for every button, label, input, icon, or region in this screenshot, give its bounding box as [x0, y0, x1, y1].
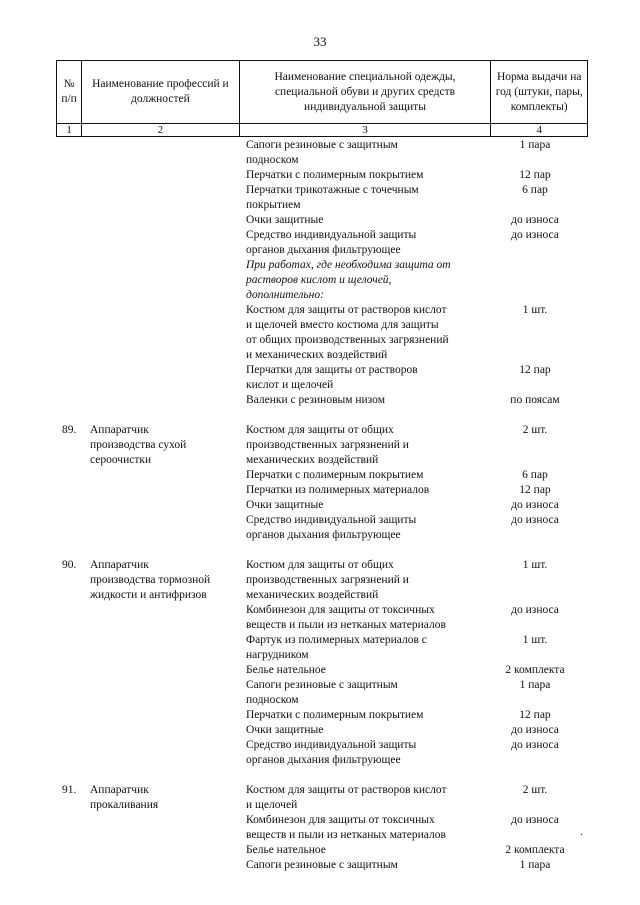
equipment-row	[242, 468, 588, 483]
issue-norm	[482, 333, 588, 348]
equipment-name: кислот и щелочей	[246, 379, 334, 391]
equipment-row	[242, 738, 588, 753]
issue-norm: 12 пар	[519, 484, 551, 496]
row-number: 90.	[62, 559, 77, 571]
col-header-number: № п/п	[57, 61, 82, 124]
col-header-profession: Наименование профессий и должностей	[82, 61, 239, 124]
equipment-name: Перчатки трикотажные с точечным	[246, 184, 419, 196]
equipment-row	[242, 723, 588, 738]
profession-group	[56, 783, 588, 873]
condition-note: дополнительно:	[246, 289, 324, 301]
equipment-name: Костюм для защиты от растворов кислот	[246, 304, 447, 316]
equipment-name: производственных загрязнений и	[246, 574, 409, 586]
profession-name	[86, 558, 242, 768]
row-number: 91.	[62, 784, 77, 796]
equipment-row	[242, 708, 588, 723]
equipment-name: веществ и пыли из нетканых материалов	[246, 619, 446, 631]
issue-norm: 6 пар	[522, 184, 548, 196]
equipment-row	[242, 258, 588, 273]
equipment-name: производственных загрязнений и	[246, 439, 409, 451]
row-number: 89.	[62, 424, 77, 436]
issue-norm	[482, 318, 588, 333]
equipment-name: Перчатки с полимерным покрытием	[246, 469, 424, 481]
profession-line: сероочистки	[90, 454, 152, 466]
equipment-row	[242, 588, 588, 603]
equipment-name: органов дыхания фильтрующее	[246, 529, 401, 541]
equipment-list	[242, 138, 588, 408]
equipment-list	[242, 558, 588, 768]
equipment-row	[242, 138, 588, 153]
profession-group	[56, 558, 588, 768]
equipment-name: Костюм для защиты от общих	[246, 424, 394, 436]
profession-name	[86, 783, 242, 873]
equipment-row	[242, 348, 588, 363]
issue-norm: 1 шт.	[522, 634, 548, 646]
equipment-name: и щелочей вместо костюма для защиты	[246, 319, 439, 331]
equipment-row	[242, 573, 588, 588]
continuation-group	[56, 138, 588, 408]
equipment-row	[242, 183, 588, 198]
equipment-name: Валенки с резиновым низом	[246, 394, 385, 406]
equipment-name: Средство индивидуальной защиты	[246, 229, 417, 241]
profession-line: Аппаратчик	[90, 559, 149, 571]
equipment-name: подноском	[246, 694, 299, 706]
group-spacer	[56, 543, 588, 558]
issue-norm: 1 пара	[519, 859, 551, 871]
profession-line: производства сухой	[90, 439, 187, 451]
issue-norm	[482, 243, 588, 258]
issue-norm	[482, 258, 588, 273]
issue-norm	[482, 288, 588, 303]
condition-note: При работах, где необходима защита от	[246, 259, 451, 271]
equipment-row	[242, 603, 588, 618]
equipment-name: Очки защитные	[246, 214, 324, 226]
equipment-name: Фартук из полимерных материалов с	[246, 634, 427, 646]
equipment-row	[242, 528, 588, 543]
equipment-row	[242, 198, 588, 213]
profession-group	[56, 423, 588, 543]
issue-norm	[482, 648, 588, 663]
col-header-norm: Норма выдачи на год (штуки, пары, комплекты)	[491, 61, 588, 124]
issue-norm: до износа	[511, 814, 559, 826]
issue-norm: 12 пар	[519, 364, 551, 376]
equipment-name: Комбинезон для защиты от токсичных	[246, 814, 435, 826]
equipment-name: Очки защитные	[246, 499, 324, 511]
issue-norm	[482, 798, 588, 813]
scan-dot: ·	[580, 830, 584, 841]
profession-line: Аппаратчик	[90, 784, 149, 796]
equipment-name: Белье нательное	[246, 664, 326, 676]
equipment-row	[242, 693, 588, 708]
equipment-name: Средство индивидуальной защиты	[246, 514, 417, 526]
equipment-name: Перчатки с полимерным покрытием	[246, 709, 424, 721]
issue-norm: 12 пар	[519, 169, 551, 181]
equipment-row	[242, 153, 588, 168]
equipment-name: Средство индивидуальной защиты	[246, 739, 417, 751]
issue-norm: 2 комплекта	[505, 844, 565, 856]
issue-norm	[482, 693, 588, 708]
equipment-row	[242, 303, 588, 318]
equipment-row	[242, 423, 588, 438]
equipment-name: нагрудником	[246, 649, 309, 661]
equipment-row	[242, 453, 588, 468]
issue-norm: до износа	[511, 514, 559, 526]
issue-norm: до износа	[511, 724, 559, 736]
equipment-row	[242, 273, 588, 288]
equipment-name: Сапоги резиновые с защитным	[246, 859, 398, 871]
equipment-name: от общих производственных загрязнений	[246, 334, 449, 346]
equipment-row	[242, 288, 588, 303]
equipment-name: Сапоги резиновые с защитным	[246, 679, 398, 691]
issue-norm	[482, 378, 588, 393]
equipment-row	[242, 333, 588, 348]
col-index-2: 2	[82, 124, 239, 137]
col-header-equipment: Наименование специальной одежды, специальной обуви и других средств индивидуальной защиты	[239, 61, 491, 124]
equipment-name: Очки защитные	[246, 724, 324, 736]
issue-norm	[482, 348, 588, 363]
issue-norm: 1 шт.	[522, 304, 548, 316]
table-body	[56, 138, 588, 873]
equipment-row	[242, 828, 588, 843]
equipment-row	[242, 798, 588, 813]
profession-name	[86, 138, 242, 408]
issue-norm: 1 пара	[519, 679, 551, 691]
issue-norm: до износа	[511, 499, 559, 511]
profession-line: прокаливания	[90, 799, 159, 811]
equipment-name: и щелочей	[246, 799, 298, 811]
page-number: 33	[313, 34, 327, 49]
equipment-name: веществ и пыли из нетканых материалов	[246, 829, 446, 841]
equipment-row	[242, 363, 588, 378]
equipment-name: Комбинезон для защиты от токсичных	[246, 604, 435, 616]
equipment-name: подноском	[246, 154, 299, 166]
col-index-3: 3	[239, 124, 491, 137]
profession-line: Аппаратчик	[90, 424, 149, 436]
issue-norm	[482, 153, 588, 168]
issue-norm: до износа	[511, 604, 559, 616]
issue-norm: 6 пар	[522, 469, 548, 481]
equipment-row	[242, 213, 588, 228]
issue-norm	[482, 438, 588, 453]
equipment-name: и механических воздействий	[246, 349, 388, 361]
equipment-list	[242, 783, 588, 873]
group-spacer	[56, 768, 588, 783]
issue-norm	[482, 453, 588, 468]
equipment-name: Сапоги резиновые с защитным	[246, 139, 398, 151]
equipment-row	[242, 618, 588, 633]
issue-norm	[482, 588, 588, 603]
issue-norm: по поясам	[510, 394, 560, 406]
equipment-name: Костюм для защиты от общих	[246, 559, 394, 571]
equipment-row	[242, 243, 588, 258]
equipment-name: Белье нательное	[246, 844, 326, 856]
equipment-row	[242, 813, 588, 828]
issue-norm: до износа	[511, 739, 559, 751]
issue-norm: 2 шт.	[522, 784, 548, 796]
equipment-row	[242, 393, 588, 408]
equipment-name: органов дыхания фильтрующее	[246, 244, 401, 256]
equipment-name: органов дыхания фильтрующее	[246, 754, 401, 766]
issue-norm: 2 шт.	[522, 424, 548, 436]
issue-norm: 1 шт.	[522, 559, 548, 571]
issue-norm: 2 комплекта	[505, 664, 565, 676]
profession-line: жидкости и антифризов	[90, 589, 207, 601]
equipment-name: Перчатки из полимерных материалов	[246, 484, 430, 496]
equipment-row	[242, 783, 588, 798]
col-index-4: 4	[491, 124, 588, 137]
issue-norm	[482, 828, 588, 843]
issue-norm: 1 пара	[519, 139, 551, 151]
equipment-row	[242, 378, 588, 393]
equipment-name: Костюм для защиты от растворов кислот	[246, 784, 447, 796]
equipment-row	[242, 513, 588, 528]
equipment-row	[242, 483, 588, 498]
equipment-row	[242, 648, 588, 663]
equipment-name: механических воздействий	[246, 454, 379, 466]
issue-norm	[482, 618, 588, 633]
equipment-row	[242, 498, 588, 513]
equipment-row	[242, 843, 588, 858]
issue-norm: до износа	[511, 229, 559, 241]
equipment-name: Перчатки с полимерным покрытием	[246, 169, 424, 181]
issue-norm	[482, 273, 588, 288]
group-spacer	[56, 408, 588, 423]
equipment-row	[242, 633, 588, 648]
equipment-row	[242, 168, 588, 183]
profession-line: производства тормозной	[90, 574, 211, 586]
table-header	[56, 60, 588, 137]
issue-norm	[482, 753, 588, 768]
equipment-row	[242, 663, 588, 678]
issue-norm	[482, 573, 588, 588]
equipment-name: механических воздействий	[246, 589, 379, 601]
equipment-row	[242, 678, 588, 693]
issue-norm: до износа	[511, 214, 559, 226]
issue-norm: 12 пар	[519, 709, 551, 721]
issue-norm	[482, 528, 588, 543]
equipment-row	[242, 318, 588, 333]
equipment-row	[242, 228, 588, 243]
col-index-1: 1	[57, 124, 82, 137]
equipment-name: Перчатки для защиты от растворов	[246, 364, 418, 376]
equipment-row	[242, 558, 588, 573]
condition-note: растворов кислот и щелочей,	[246, 274, 392, 286]
equipment-row	[242, 438, 588, 453]
profession-name	[86, 423, 242, 543]
issue-norm	[482, 198, 588, 213]
equipment-row	[242, 753, 588, 768]
equipment-list	[242, 423, 588, 543]
row-number	[56, 138, 86, 408]
equipment-name: покрытием	[246, 199, 301, 211]
equipment-row	[242, 858, 588, 873]
